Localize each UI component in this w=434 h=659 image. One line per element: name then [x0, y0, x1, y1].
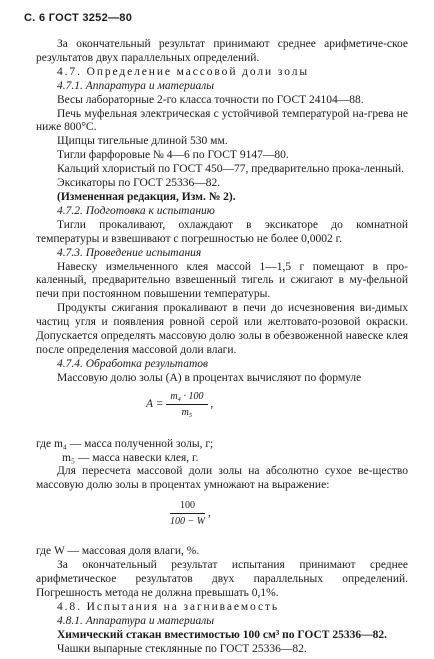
document-body	[36, 38, 408, 657]
formula-fraction	[166, 390, 207, 419]
paragraph-crucibles: Тигли фарфоровые № 4—6 по ГОСТ 9147—80.	[57, 149, 289, 162]
paragraph-calculation: Массовую долю золы (A) в процентах вычисляют по формуле	[57, 371, 362, 384]
subsection-4-7-4-heading: 4.7.4. Обработка результатов	[57, 357, 208, 370]
paragraph-dry-basis: Для пересчета массовой доли золы на абсолютно сухое ве-щество массовую долю золы в процентах умножают на выражение:	[36, 465, 408, 492]
subsection-4-7-2-heading: 4.7.2. Подготовка к испытанию	[57, 204, 215, 217]
formula-numerator: m₄ · 100	[166, 390, 207, 405]
formula-tail: ,	[210, 397, 214, 410]
formula-lhs: A =	[146, 397, 164, 410]
formula-dry-tail: ,	[207, 507, 211, 520]
page-header: С. 6 ГОСТ 3252—80	[24, 12, 133, 24]
formula-where-m4: где m₄ — масса полученной золы, г;	[36, 437, 214, 450]
formula-dry-denominator: 100 − W	[170, 516, 206, 528]
formula-denominator: m₅	[181, 406, 193, 418]
formula-where-w: где W — массовая доля влаги, %.	[36, 545, 200, 558]
paragraph-scales: Весы лабораторные 2-го класса точности по ГОСТ 24104—88.	[57, 93, 364, 106]
subsection-4-7-3-heading: 4.7.3. Проведение испытания	[57, 246, 202, 259]
paragraph-test-sample: Навеску измельченного клея массой 1—1,5 г помещают в про-каленный, предварительно взвешенный тигель и сжигают в му-фельной печи при постоянном повышении температуры.	[36, 260, 408, 301]
formula-dry-numerator: 100	[170, 499, 205, 514]
formula-dry-basis	[36, 499, 408, 539]
subsection-4-8-1-heading: 4.8.1. Аппаратура и материалы	[57, 614, 215, 627]
paragraph-beaker: Химический стакан вместимостью 100 см³ по ГОСТ 25336—82.	[57, 628, 387, 641]
paragraph-calcium-chloride: Кальций хлористый по ГОСТ 450—77, предварительно прока-ленный.	[57, 163, 405, 176]
formula-dry-fraction	[170, 499, 205, 528]
paragraph-preparation: Тигли прокаливают, охлаждают в эксикаторе до комнатной температуры и взвешивают с погрешностью не более 0,0002 г.	[36, 218, 408, 245]
paragraph-final-result: За окончательный результат испытания принимают среднее арифметическое результатов двух параллельных определений. Погрешность метода не должна превышать 0,1%.	[36, 559, 408, 599]
paragraph-result: За окончательный результат принимают среднее арифметиче-ское результатов двух параллельных определений.	[36, 38, 408, 64]
section-4-7-heading: 4.7. Определение массовой доли золы	[57, 65, 310, 78]
paragraph-furnace: Печь муфельная электрическая с устойчивой температурой на-грева не ниже 800°С.	[36, 107, 408, 134]
paragraph-desiccators: Эксикаторы по ГОСТ 25336—82.	[57, 177, 221, 190]
subsection-4-7-1-heading: 4.7.1. Аппаратура и материалы	[57, 79, 215, 92]
section-4-8-heading: 4.8. Испытания на загниваемость	[57, 600, 280, 613]
amendment-note: (Измененная редакция, Изм. № 2).	[57, 190, 236, 203]
formula-where-m5: m₅ — масса навески клея, г.	[62, 451, 199, 464]
paragraph-test-ash: Продукты сжигания прокаливают в печи до исчезновения ви-димых частиц угля и появления ровной серой или желтовато-розовой окраски. Допускается определять массовую долю золы в обезвоженной навеске клея после определения массовой доли влаги.	[36, 302, 408, 356]
paragraph-tongs: Щипцы тигельные длиной 530 мм.	[57, 135, 228, 148]
paragraph-evaporating-cups: Чашки выпарные стеклянные по ГОСТ 25336—82.	[57, 642, 307, 655]
formula-ash-fraction	[36, 390, 408, 434]
